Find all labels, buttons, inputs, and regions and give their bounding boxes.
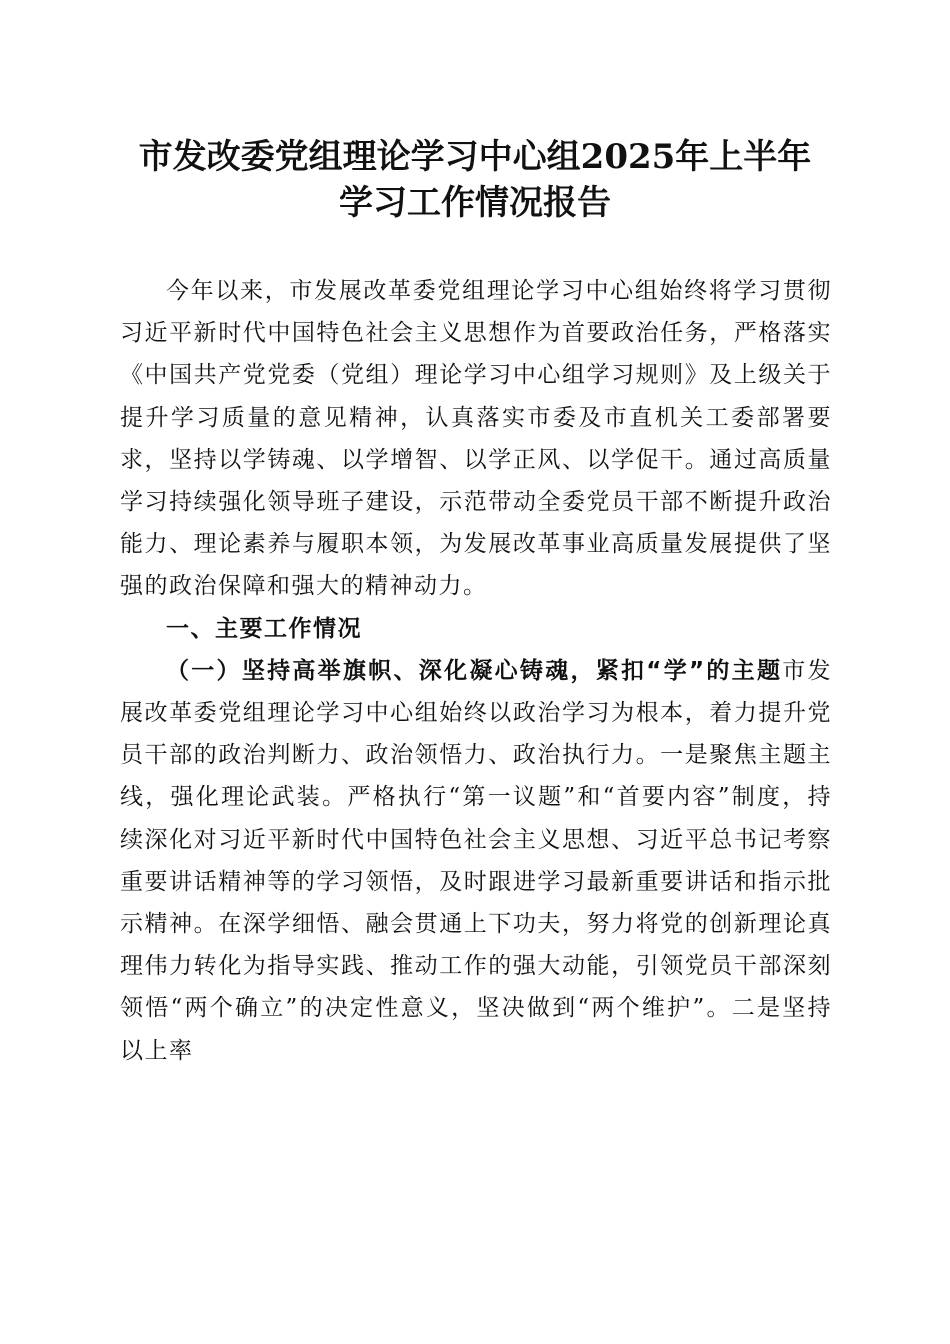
title-line-2: 学习工作情况报告 xyxy=(339,183,611,223)
intro-paragraph: 今年以来，市发展改革委党组理论学习中心组始终将学习贯彻习近平新时代中国特色社会主义思想作为首要政治任务，严格落实《中国共产党党委（党组）理论学习中心组学习规则》及上级关于提升学习质量的意见精神，认真落实市委及市直机关工委部署要求，坚持以学铸魂、以学增智、以学正风、以学促干。通过高质量学习持续强化领导班子建设，示范带动全委党员干部不断提升政治能力、理论素养与履职本领，为发展改革事业高质量发展提供了坚强的政治保障和强大的精神动力。 xyxy=(120,278,832,600)
title-line-1: 市发改委党组理论学习中心组2025年上半年 xyxy=(138,137,812,177)
subsection-1-paragraph xyxy=(120,650,832,1072)
document-body xyxy=(120,270,832,1072)
subsection-1-heading: （一）坚持高举旗帜、深化凝心铸魂，紧扣“学”的主题 xyxy=(166,657,783,684)
subsection-1-body: 市发展改革委党组理论学习中心组始终以政治学习为根本，着力提升党员干部的政治判断力、政治领悟力、政治执行力。一是聚焦主题主线，强化理论武装。严格执行“第一议题”和“首要内容”制度，持续深化对习近平新时代中国特色社会主义思想、习近平总书记考察重要讲话精神等的学习领悟，及时跟进学习最新重要讲话和指示批示精神。在深学细悟、融会贯通上下功夫，努力将党的创新理论真理伟力转化为指导实践、推动工作的强大动能，引领党员干部深刻领悟“两个确立”的决定性意义，坚决做到“两个维护”。二是坚持以上率 xyxy=(120,657,832,1064)
document-title xyxy=(80,134,870,226)
section-heading-main-work: 一、主要工作情况 xyxy=(166,615,362,642)
